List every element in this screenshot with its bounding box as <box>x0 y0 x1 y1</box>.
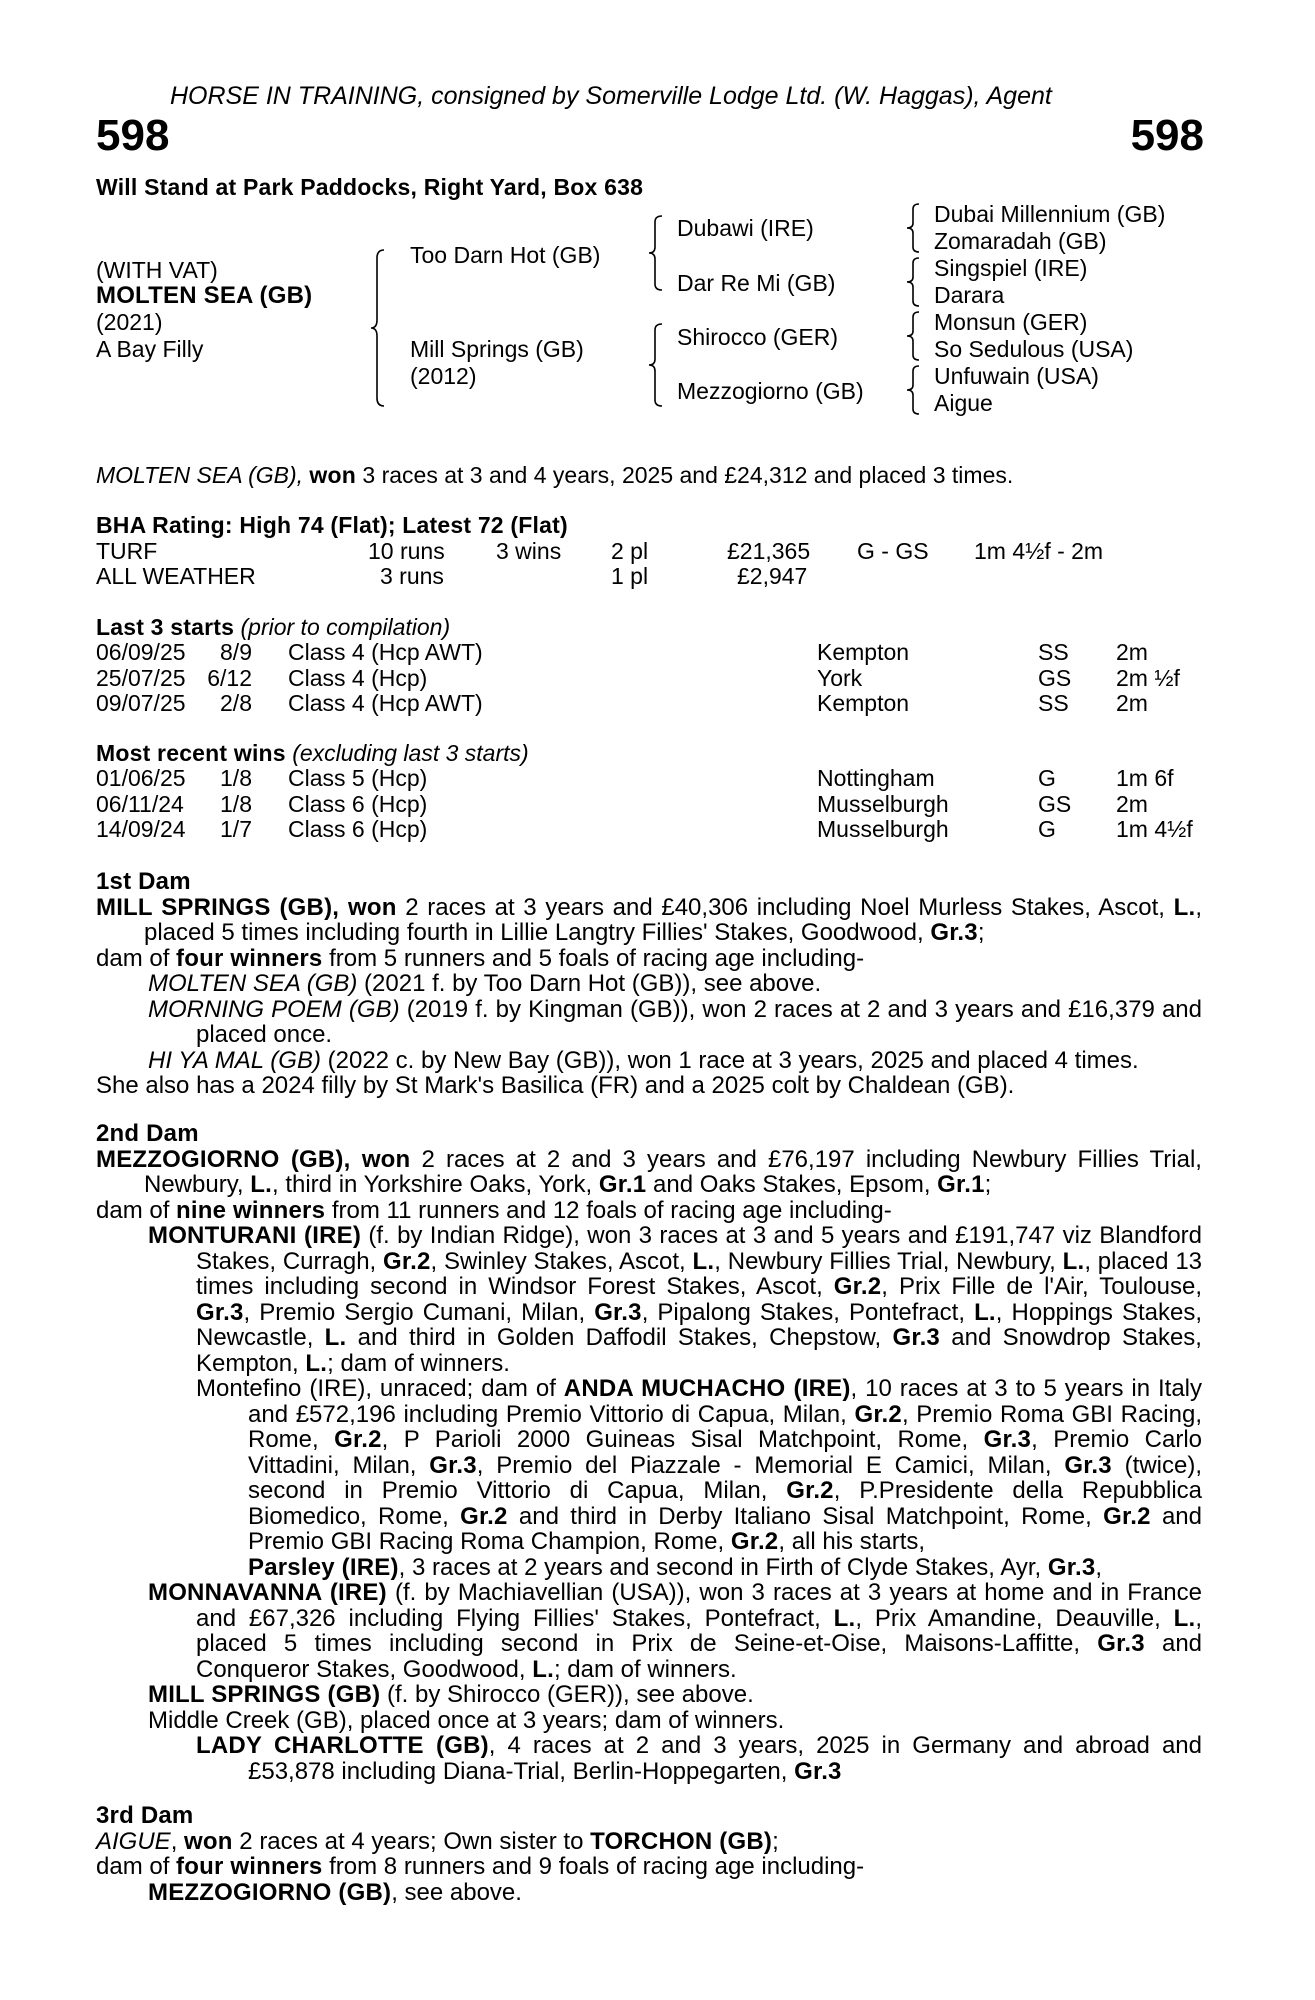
recent-win-class: Class 6 (Hcp) <box>288 816 428 842</box>
last-start-class: Class 4 (Hcp AWT) <box>288 639 483 665</box>
parsley-entry: Parsley (IRE), 3 races at 2 years and second in Firth of Clyde Stakes, Ayr, Gr.3, <box>248 1553 1103 1581</box>
third-dam-record: AIGUE, won 2 races at 4 years; Own sister to TORCHON (GB); <box>96 1827 779 1855</box>
last-start-going: SS <box>1038 690 1069 716</box>
pedigree-sire: Too Darn Hot (GB) <box>410 242 601 268</box>
lot-number-right: 598 <box>1130 111 1204 160</box>
recent-win-course: Musselburgh <box>817 816 949 842</box>
rating-going: G - GS <box>857 538 929 564</box>
recent-win-class: Class 5 (Hcp) <box>288 765 428 791</box>
lot-number-left: 598 <box>96 111 170 160</box>
recent-win-going: G <box>1038 816 1056 842</box>
second-dam-section <box>96 1121 1202 1784</box>
mezzogiorno-entry: MEZZOGIORNO (GB), see above. <box>148 1878 522 1906</box>
rating-placed: 1 pl <box>611 563 649 589</box>
first-dam-progeny-3: HI YA MAL (GB) (2022 c. by New Bay (GB)), won 1 race at 3 years, 2025 and placed 4 times. <box>148 1046 1139 1074</box>
first-dam-produce: dam of four winners from 5 runners and 5 foals of racing age including- <box>96 944 865 972</box>
last-start-pos: 8/9 <box>220 639 252 665</box>
pedigree-bracket-4d <box>905 364 925 418</box>
location-line: Will Stand at Park Paddocks, Right Yard, Box 638 <box>96 174 644 200</box>
last-start-date: 25/07/25 <box>96 664 186 691</box>
rating-runs: 10 runs <box>368 538 445 564</box>
rating-distance: 1m 4½f - 2m <box>974 538 1104 564</box>
mill-springs-entry: MILL SPRINGS (GB) (f. by Shirocco (GER)), see above. <box>148 1681 754 1708</box>
pedigree-dam-sire: Shirocco (GER) <box>677 324 839 350</box>
middle-creek-entry: Middle Creek (GB), placed once at 3 years; dam of winners. <box>148 1706 785 1734</box>
second-dam-title: 2nd Dam <box>96 1120 199 1147</box>
first-dam-title: 1st Dam <box>96 868 191 895</box>
rating-prize: £21,365 <box>727 538 811 564</box>
montefino-entry: Montefino (IRE), unraced; dam of ANDA MUCHACHO (IRE), 10 races at 3 to 5 years in Italy and £572,196 including Premio Vittorio di Capua, Milan, Gr.2, Premio Roma GBI Racing, Rome, Gr.2, P Parioli 2000 Guineas Sisal Matchpoint, Rome, Gr.3, Premio Carlo Vittadini, Milan, Gr.3, Premio del Piazzale - Memorial E Camici, Milan, Gr.3 (twice), second in Premio Vittorio di Capua, Milan, Gr.2, P.Presidente della Repubblica Biomedico, Rome, Gr.2 and third in Derby Italiano Sisal Matchpoint, Rome, Gr.2 and Premio GBI Racing Roma Champion, Rome, Gr.2, all his starts, <box>196 1375 1203 1555</box>
pedigree-sire-sire: Dubawi (IRE) <box>677 215 814 241</box>
first-dam-name: MILL SPRINGS (GB) <box>96 893 333 921</box>
rating-runs: 3 runs <box>380 563 444 589</box>
recent-wins-heading <box>96 742 529 765</box>
pedigree-bracket-dam <box>648 322 668 412</box>
first-dam-won: won <box>348 893 397 921</box>
recent-win-dist: 2m <box>1116 790 1148 817</box>
rating-placed: 2 pl <box>611 538 649 564</box>
third-dam-section <box>96 1803 1202 1905</box>
last-start-dist: 2m ½f <box>1116 664 1180 691</box>
horse-name: MOLTEN SEA (GB) <box>96 282 313 309</box>
recent-win-dist: 1m 4½f <box>1116 816 1193 842</box>
recent-wins-note: (excluding last 3 starts) <box>292 740 529 766</box>
rating-prize: £2,947 <box>737 563 808 589</box>
recent-win-date: 06/11/24 <box>96 790 184 817</box>
second-dam-record: MEZZOGIORNO (GB), won 2 races at 2 and 3 years and £76,197 including Newbury Fillies Trial, Newbury, L., third in Yorkshire Oaks, York, Gr.1 and Oaks Stakes, Epsom, Gr.1; <box>96 1145 1202 1198</box>
last-starts-title: Last 3 starts <box>96 614 235 640</box>
last-start-date: 06/09/25 <box>96 639 186 665</box>
pedigree-ddd: Aigue <box>934 390 993 416</box>
pedigree-sdd: Darara <box>934 282 1005 308</box>
last-start-going: GS <box>1038 664 1072 691</box>
rating-surface: TURF <box>96 538 158 564</box>
rating-title: BHA Rating: High 74 (Flat); Latest 72 (Flat) <box>96 512 568 538</box>
first-dam-also: She also has a 2024 filly by St Mark's Basilica (FR) and a 2025 colt by Chaldean (GB). <box>96 1072 1015 1099</box>
monnavanna-entry: MONNAVANNA (IRE) (f. by Machiavellian (USA)), won 3 races at 3 years at home and in France and £67,326 including Flying Fillies' Stakes, Pontefract, L., Prix Amandine, Deauville, L., placed 5 times including second in Prix de Seine-et-Oise, Maisons-Laffitte, Gr.3 and Conqueror Stakes, Goodwood, L.; dam of winners. <box>148 1579 1203 1683</box>
third-dam-name: AIGUE <box>96 1827 171 1855</box>
summary-text: 3 races at 3 and 4 years, 2025 and £24,312 and placed 3 times. <box>362 462 1014 488</box>
recent-win-pos: 1/7 <box>220 816 252 842</box>
last-start-course: Kempton <box>817 690 910 716</box>
pedigree-dss: Monsun (GER) <box>934 309 1088 335</box>
vat-label: (WITH VAT) <box>96 257 218 283</box>
pedigree-bracket-4a <box>905 202 925 256</box>
recent-wins-title: Most recent wins <box>96 740 286 766</box>
recent-win-date: 14/09/24 <box>96 816 186 842</box>
horse-description: A Bay Filly <box>96 336 204 362</box>
pedigree-dam-year: (2012) <box>410 363 477 389</box>
third-dam-produce: dam of four winners from 8 runners and 9 foals of racing age including- <box>96 1853 865 1880</box>
last-starts-heading <box>96 616 450 639</box>
second-dam-produce: dam of nine winners from 11 runners and 12 foals of racing age including- <box>96 1196 892 1224</box>
last-start-class: Class 4 (Hcp) <box>288 664 428 691</box>
rating-surface: ALL WEATHER <box>96 563 256 589</box>
summary-won: won <box>309 462 357 488</box>
monturani-entry: MONTURANI (IRE) (f. by Indian Ridge), won 3 races at 3 and 5 years and £191,747 viz Blandford Stakes, Curragh, Gr.2, Swinley Stakes, Ascot, L., Newbury Fillies Trial, Newbury, L., placed 13 times including second in Windsor Forest Stakes, Ascot, Gr.2, Prix Fille de l'Air, Toulouse, Gr.3, Premio Sergio Cumani, Milan, Gr.3, Pipalong Stakes, Pontefract, L., Hoppings Stakes, Newcastle, L. and third in Golden Daffodil Stakes, Chepstow, Gr.3 and Snowdrop Stakes, Kempton, L.; dam of winners. <box>148 1222 1203 1377</box>
summary-name: MOLTEN SEA (GB), <box>96 462 304 488</box>
last-starts-note: (prior to compilation) <box>240 614 451 640</box>
last-start-course: York <box>817 664 863 691</box>
pedigree-ssd: Zomaradah (GB) <box>934 228 1107 254</box>
horse-year: (2021) <box>96 309 163 335</box>
first-dam-section <box>96 869 1202 1099</box>
pedigree-bracket-main <box>370 248 390 410</box>
pedigree-bracket-4c <box>905 310 925 364</box>
last-start-class: Class 4 (Hcp AWT) <box>288 690 483 716</box>
first-dam-record: MILL SPRINGS (GB), won 2 races at 3 years and £40,306 including Noel Murless Stakes, Ascot, L., placed 5 times including fourth in Lillie Langtry Fillies' Stakes, Goodwood, Gr.3; <box>96 893 1203 946</box>
pedigree-dam: Mill Springs (GB) <box>410 336 584 362</box>
recent-win-date: 01/06/25 <box>96 765 186 791</box>
recent-win-course: Musselburgh <box>817 790 949 817</box>
pedigree-dds: Unfuwain (USA) <box>934 363 1099 389</box>
pedigree-bracket-4b <box>905 256 925 310</box>
recent-win-going: G <box>1038 765 1056 791</box>
recent-win-going: GS <box>1038 790 1072 817</box>
recent-win-class: Class 6 (Hcp) <box>288 790 428 817</box>
last-start-going: SS <box>1038 639 1069 665</box>
pedigree-dsd: So Sedulous (USA) <box>934 336 1134 362</box>
first-dam-progeny-1: MOLTEN SEA (GB) (2021 f. by Too Darn Hot (GB)), see above. <box>148 970 822 997</box>
first-dam-progeny-2: MORNING POEM (GB) (2019 f. by Kingman (GB)), won 2 races at 2 and 3 years and £16,379 and placed once. <box>148 995 1202 1048</box>
pedigree-sds: Singspiel (IRE) <box>934 255 1088 281</box>
last-start-pos: 2/8 <box>220 690 252 716</box>
pedigree-bracket-sire <box>648 214 668 296</box>
third-dam-title: 3rd Dam <box>96 1802 194 1829</box>
last-start-dist: 2m <box>1116 639 1148 665</box>
pedigree-dam-dam: Mezzogiorno (GB) <box>677 378 864 404</box>
last-start-dist: 2m <box>1116 690 1148 716</box>
rating-wins: 3 wins <box>496 538 562 564</box>
lady-charlotte-entry: LADY CHARLOTTE (GB), 4 races at 2 and 3 years, 2025 in Germany and abroad and £53,878 including Diana-Trial, Berlin-Hoppegarten, Gr.3 <box>196 1732 1202 1785</box>
recent-win-course: Nottingham <box>817 765 935 791</box>
second-dam-name: MEZZOGIORNO (GB) <box>96 1145 344 1173</box>
consignment-line: HORSE IN TRAINING, consigned by Somerville Lodge Ltd. (W. Haggas), Agent <box>170 82 1052 110</box>
recent-win-pos: 1/8 <box>220 790 252 817</box>
recent-win-dist: 1m 6f <box>1116 765 1174 791</box>
last-start-date: 09/07/25 <box>96 690 186 716</box>
pedigree-sire-dam: Dar Re Mi (GB) <box>677 270 836 296</box>
race-summary <box>96 464 1013 487</box>
last-start-course: Kempton <box>817 639 910 665</box>
recent-win-pos: 1/8 <box>220 765 252 791</box>
pedigree-sss: Dubai Millennium (GB) <box>934 201 1166 227</box>
last-start-pos: 6/12 <box>207 664 252 691</box>
